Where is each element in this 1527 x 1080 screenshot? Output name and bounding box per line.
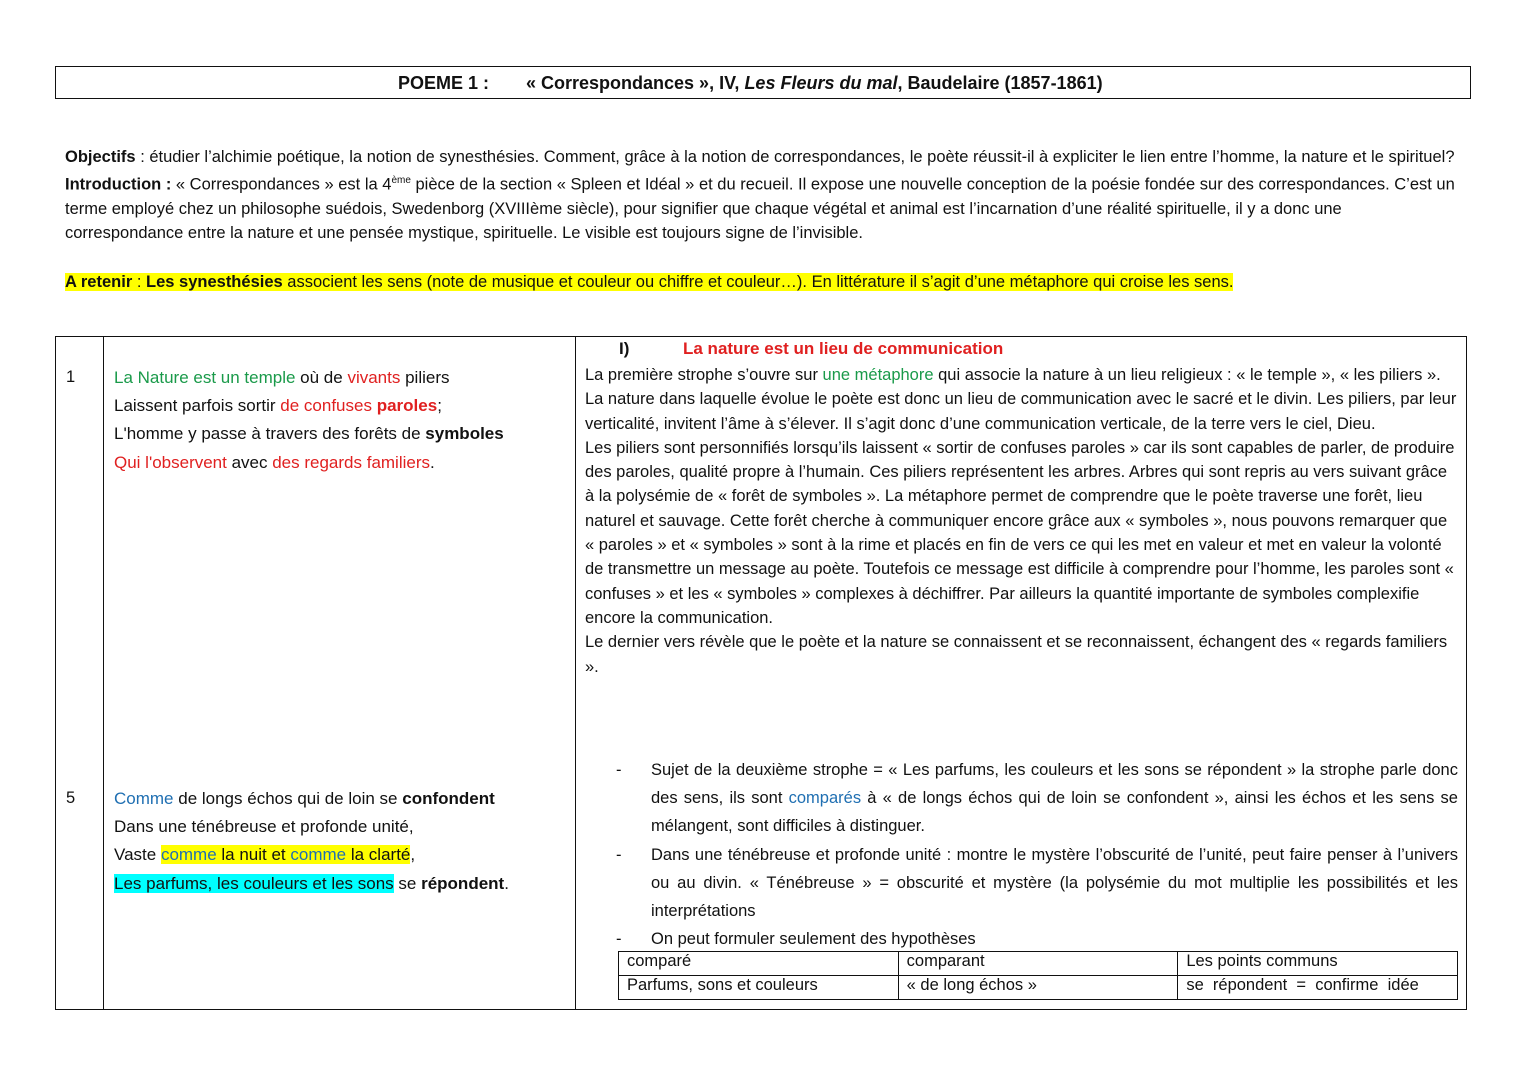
- b3-text: On peut formuler seulement des hypothèses: [651, 930, 976, 949]
- introduction-text-post: pièce de la section « Spleen et Idéal » et du recueil. Il expose une nouvelle conception de la poésie fondée sur des correspondances. C’est un terme employé chez un philosophe suédois, Swedenborg (XVIIIème siècle), pour signifier que chaque végétal et animal est l’incarnation d’une réalité spirituelle, il y a donc une correspondance entre la nature et une pensée mystique, spirituelle. Le visible est toujours signe de l’invisible.: [65, 175, 1455, 243]
- bullet-3: [616, 925, 1458, 953]
- s1-l4-d: .: [430, 452, 435, 472]
- b2-text: Dans une ténébreuse et profonde unité : montre le mystère l’obscurité de l’unité, peut faire penser à l’univers ou au divin. « Ténébreuse » = obscurité et mystère (la polysémie du mot multiplie les possibilités et les interprétations: [651, 845, 1458, 921]
- objectifs-paragraph: [65, 145, 1455, 169]
- a1-metaphore: une métaphore: [822, 366, 934, 384]
- bullet-dash: -: [616, 845, 622, 864]
- stanza-2-line-1: [114, 785, 509, 813]
- s2-l3-c: la nuit et: [216, 845, 291, 865]
- stanza-1-line-4: [114, 449, 504, 477]
- s1-l1-b: où de: [295, 368, 348, 387]
- s2-comme-1: comme: [160, 845, 217, 865]
- s2-l3-f: ,: [410, 845, 416, 865]
- analysis-table: [55, 336, 1467, 1010]
- s2-highlight-cyan: Les parfums, les couleurs et les sons: [114, 873, 394, 893]
- poem-number: POEME 1 :: [398, 73, 490, 93]
- s2-repondent: répondent: [421, 873, 505, 893]
- s1-temple: La Nature est un temple: [114, 368, 296, 387]
- stanza-2-line-2: Dans une ténébreuse et profonde unité,: [114, 817, 414, 837]
- s1-paroles: paroles: [376, 396, 438, 416]
- stanza-2: [114, 785, 509, 898]
- analysis-paragraph-1: [585, 363, 1460, 436]
- section-title-text: La nature est un lieu de communication: [683, 339, 1004, 358]
- b1-c: à « de longs échos qui de loin se confondent », ainsi les échos et les sens se mélangent, sont difficiles à distinguer.: [651, 789, 1458, 836]
- column-divider-1: [103, 337, 104, 1009]
- comparison-row: [619, 976, 1458, 1000]
- s1-l2-a: Laissent parfois sortir: [114, 396, 281, 416]
- retenir-term: Les synesthésies: [146, 272, 283, 291]
- s2-l3-a: Vaste: [114, 845, 161, 865]
- cell-points-communs: se répondent = confirme idée: [1178, 976, 1458, 1000]
- s1-regards: des regards familiers: [272, 452, 430, 472]
- bullet-2: [616, 841, 1458, 926]
- title-box: [55, 66, 1471, 99]
- bullet-dash: -: [616, 930, 622, 949]
- s1-vivants: vivants: [347, 368, 401, 387]
- objectifs-text: : étudier l’alchimie poétique, la notion de synesthésies. Comment, grâce à la notion de correspondances, le poète réussit-il à expliciter le lien entre l’homme, la nature et le spirituel?: [135, 148, 1455, 166]
- introduction-paragraph: [65, 169, 1455, 245]
- cell-compare: Parfums, sons et couleurs: [619, 976, 899, 1000]
- header-points-communs: Les points communs: [1178, 952, 1458, 976]
- header-comparant: comparant: [898, 952, 1178, 976]
- poem-collection: Les Fleurs du mal: [744, 73, 898, 93]
- s1-l4-b: avec: [226, 452, 273, 472]
- intro-section: [65, 145, 1455, 294]
- s2-confondent: confondent: [402, 789, 495, 808]
- stanza-1: [114, 364, 504, 477]
- column-divider-2: [575, 337, 576, 1009]
- a1-p1-c: qui associe la nature à un lieu religieux : « le temple », « les piliers ». La nature dans laquelle évolue le poète est donc un lieu de communication avec le sacré et le divin. Les piliers, par leur verticalité, invitent l’âme à s’élever. Il s’agit donc d’une communication verticale, de la terre vers le ciel, Dieu.: [585, 366, 1457, 433]
- a1-p1-a: La première strophe s’ouvre sur: [585, 366, 823, 384]
- s1-l3-a: L'homme y passe à travers des forêts de: [114, 424, 426, 444]
- stanza-1-line-1: [114, 364, 504, 392]
- poem-title-post: , Baudelaire (1857-1861): [897, 73, 1103, 93]
- s1-confuses: de confuses: [280, 396, 377, 416]
- bullet-dash: -: [616, 761, 622, 779]
- analysis-paragraph-2: Les piliers sont personnifiés lorsqu’ils laissent « sortir de confuses paroles » car ils sont capables de parler, de produire des paroles, qualité propre à l’humain. Ces piliers représentent les arbres. Arbres qui sont repris au vers suivant grâce à la polysémie de « forêt de symboles ». La métaphore permet de comprendre que le poète traverse une forêt, lieu naturel et sauvage. Cette forêt cherche à communiquer encore grâce aux « symboles », nous pouvons remarquer que « paroles » et « symboles » sont à la rime et placés en fin de vers ce qui les met en valeur et met en valeur la volonté de transmettre un message au poète. Toutefois ce message est difficile à comprendre pour l’homme, les paroles sont « confuses » et les « symboles » complexes à déchiffrer. Par ailleurs la quantité importante de symboles complexifie encore la communication.: [585, 438, 1455, 627]
- retenir-text: associent les sens (note de musique et couleur ou chiffre et couleur…). En littérature il s’agit d’une métaphore qui croise les sens.: [282, 272, 1234, 291]
- b1-a: Sujet de la deuxième strophe = « Les parfums, les couleurs et les sons se répondent » la strophe parle donc des sens, ils sont: [651, 761, 1458, 808]
- s1-l2-d: ;: [437, 396, 442, 416]
- introduction-text-pre: « Correspondances » est la 4: [171, 175, 392, 194]
- s2-l4-d: .: [504, 873, 509, 893]
- introduction-sup: ème: [391, 175, 411, 187]
- cell-comparant: « de long échos »: [898, 976, 1178, 1000]
- s1-l1-d: piliers: [400, 368, 450, 387]
- comparison-header-row: [619, 952, 1458, 976]
- stanza-1-line-2: [114, 392, 504, 420]
- analysis-paragraph-3: Le dernier vers révèle que le poète et la nature se connaissent et se reconnaissent, échangent des « regards familiers ».: [585, 633, 1448, 676]
- poem-title-pre: « Correspondances », IV,: [526, 73, 745, 93]
- stanza-2-line-3: [114, 841, 509, 869]
- objectifs-label: Objectifs: [65, 148, 136, 166]
- s2-highlight-yellow: [161, 845, 410, 864]
- s2-l1-b: de longs échos qui de loin se: [173, 789, 403, 808]
- retenir-sep: :: [132, 272, 147, 291]
- s2-l4-b: se: [393, 873, 422, 893]
- s1-observent: Qui l'observent: [114, 452, 227, 472]
- analysis-stanza-1: [585, 363, 1460, 679]
- analysis-stanza-2: [616, 756, 1458, 953]
- stanza-2-number: 5: [66, 789, 76, 807]
- retenir-highlight: [65, 273, 1233, 291]
- section-roman: I): [619, 339, 630, 358]
- stanza-2-line-4: [114, 870, 509, 898]
- bullet-1: [616, 756, 1458, 841]
- introduction-label: Introduction :: [65, 175, 172, 194]
- b1-compares: comparés: [788, 789, 862, 808]
- s2-comme-2: comme: [290, 845, 347, 865]
- comparison-table: [618, 951, 1458, 1000]
- s1-symboles: symboles: [425, 424, 504, 444]
- stanza-1-line-3: [114, 420, 504, 448]
- retenir-label: A retenir: [65, 272, 133, 291]
- s2-comme: Comme: [114, 789, 174, 808]
- retenir-paragraph: [65, 270, 1455, 294]
- stanza-1-number: 1: [66, 368, 76, 386]
- s2-l3-e: la clarté: [346, 845, 411, 865]
- header-compare: comparé: [619, 952, 899, 976]
- poem-title: [526, 73, 1103, 94]
